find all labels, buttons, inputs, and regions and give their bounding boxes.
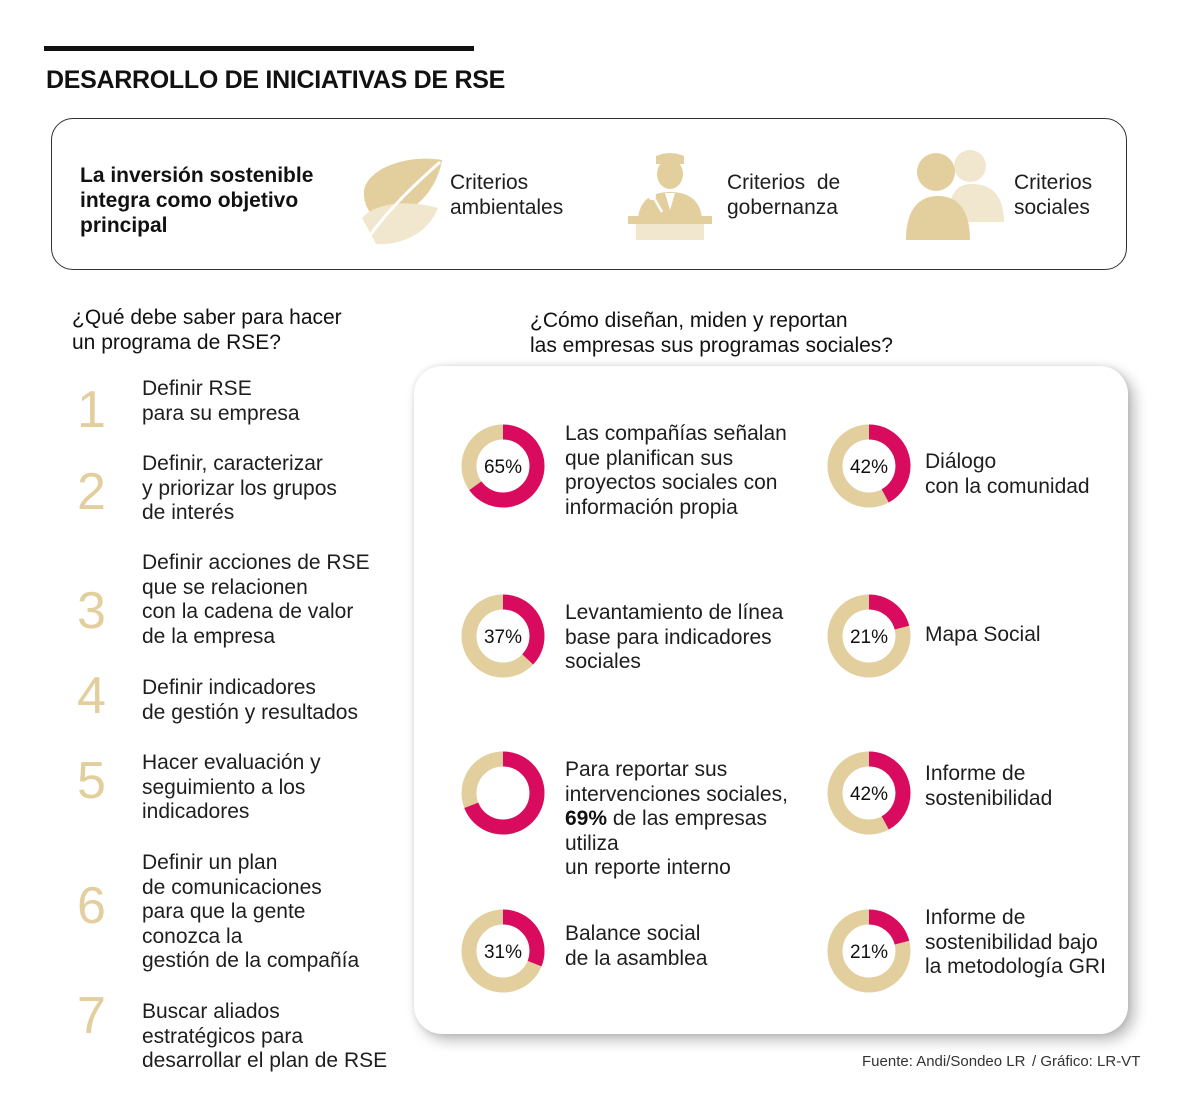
stat-description-line: Levantamiento de línea bbox=[565, 601, 784, 624]
step-text bbox=[142, 452, 402, 526]
donut-value-label: 37% bbox=[483, 627, 523, 648]
stat-description-line: Balance social bbox=[565, 922, 701, 945]
stat-description-line: sociales bbox=[565, 650, 641, 673]
step-number: 4 bbox=[77, 667, 106, 725]
criteria-governance-label: Criterios de gobernanza bbox=[727, 171, 841, 219]
stat-description bbox=[925, 623, 1185, 648]
credit-note: / Gráfico: LR-VT bbox=[1032, 1053, 1141, 1070]
step-text-line: que se relacionen bbox=[142, 575, 308, 599]
step-text-line: para que la gente bbox=[142, 900, 306, 923]
stats-heading: ¿Cómo diseñan, miden y reportan las empresas sus programas sociales? bbox=[530, 309, 893, 357]
stat-description bbox=[925, 450, 1185, 499]
stat-description-line: Diálogo bbox=[925, 450, 997, 473]
step-text-line: Definir RSE bbox=[142, 377, 252, 400]
donut-chart bbox=[824, 906, 914, 996]
donut-chart bbox=[824, 748, 914, 838]
step-text-line: Definir un plan bbox=[142, 851, 278, 874]
step-text bbox=[142, 551, 402, 649]
stat-description-line: un reporte interno bbox=[565, 856, 731, 879]
stat-description-line: Informe de bbox=[925, 762, 1026, 785]
donut-value-label: 42% bbox=[849, 457, 889, 478]
step-text-line: Buscar aliados bbox=[142, 1000, 280, 1023]
stat-description-line: sostenibilidad bbox=[925, 786, 1053, 810]
step-text-line: Definir acciones de RSE bbox=[142, 551, 370, 574]
step-text-line: de gestión y resultados bbox=[142, 700, 358, 724]
stat-description-line: 69% de las empresas utiliza bbox=[565, 807, 767, 855]
stat-description-line: información propia bbox=[565, 495, 738, 519]
criteria-environmental-label: Criterios ambientales bbox=[450, 171, 564, 219]
stat-description bbox=[565, 758, 825, 881]
people-icon bbox=[904, 148, 1008, 242]
donut-chart bbox=[458, 591, 548, 681]
stat-description-line: Las compañías señalan bbox=[565, 422, 787, 445]
stat-description-line: base para indicadores bbox=[565, 625, 772, 649]
donut-value-label: 31% bbox=[483, 942, 523, 963]
stat-description bbox=[565, 922, 825, 971]
source-note: Fuente: Andi/Sondeo LR bbox=[862, 1053, 1026, 1070]
step-text-line: con la cadena de valor bbox=[142, 600, 354, 623]
step-text-line: Hacer evaluación y bbox=[142, 751, 321, 774]
step-text bbox=[142, 851, 402, 974]
stat-description-line: proyectos sociales con bbox=[565, 471, 778, 494]
stat-description-line: la metodología GRI bbox=[925, 955, 1106, 978]
criteria-social-label: Criterios sociales bbox=[1014, 171, 1093, 219]
step-text-line: para su empresa bbox=[142, 401, 300, 425]
stat-description-line: sostenibilidad bajo bbox=[925, 930, 1098, 954]
step-text-line: estratégicos para bbox=[142, 1024, 304, 1048]
step-text bbox=[142, 676, 402, 725]
donut-value-label: 65% bbox=[483, 457, 523, 478]
donut-chart bbox=[824, 591, 914, 681]
stat-description bbox=[565, 601, 825, 675]
donut-value-label: 21% bbox=[849, 942, 889, 963]
stat-description bbox=[925, 906, 1185, 980]
stat-bold-value: 69% bbox=[565, 807, 608, 830]
stat-description-line: de la asamblea bbox=[565, 946, 708, 970]
step-text-line: de interés bbox=[142, 501, 235, 524]
stat-description-line: Para reportar sus bbox=[565, 758, 728, 781]
step-text-line: de la empresa bbox=[142, 624, 276, 648]
stat-description-line: Informe de bbox=[925, 906, 1026, 929]
stat-description bbox=[925, 762, 1185, 811]
donut-chart bbox=[458, 906, 548, 996]
step-text bbox=[142, 751, 402, 825]
step-text-line: Definir indicadores bbox=[142, 676, 316, 699]
step-number: 5 bbox=[77, 752, 106, 810]
donut-value-label: 21% bbox=[849, 627, 889, 648]
stat-description-line: intervenciones sociales, bbox=[565, 782, 788, 806]
step-text bbox=[142, 377, 402, 426]
step-text-line: seguimiento a los bbox=[142, 775, 306, 799]
step-number: 2 bbox=[77, 463, 106, 521]
step-text-line: gestión de la compañía bbox=[142, 949, 360, 972]
step-text-line: Definir, caracterizar bbox=[142, 452, 323, 475]
donut-chart bbox=[458, 748, 548, 838]
steps-heading: ¿Qué debe saber para hacer un programa de RSE? bbox=[72, 306, 342, 354]
step-text-line: desarrollar el plan de RSE bbox=[142, 1049, 388, 1072]
stat-description-line: Mapa Social bbox=[925, 623, 1041, 646]
step-text-line: de comunicaciones bbox=[142, 875, 322, 899]
step-number: 3 bbox=[77, 582, 106, 640]
step-text-line: conozca la bbox=[142, 924, 243, 948]
stat-description-line: que planifican sus bbox=[565, 446, 734, 470]
step-text bbox=[142, 1000, 402, 1074]
leaf-icon bbox=[358, 150, 446, 248]
step-text-line: indicadores bbox=[142, 800, 250, 823]
stat-description bbox=[565, 422, 825, 520]
donut-chart bbox=[458, 421, 548, 511]
speaker-podium-icon bbox=[622, 150, 718, 242]
top-rule bbox=[44, 46, 474, 51]
step-text-line: y priorizar los grupos bbox=[142, 476, 337, 500]
stat-description-line: con la comunidad bbox=[925, 474, 1090, 498]
intro-text: La inversión sostenible integra como objetivo principal bbox=[80, 164, 314, 237]
step-number: 1 bbox=[77, 381, 106, 439]
donut-value-label: 42% bbox=[849, 784, 889, 805]
step-number: 6 bbox=[77, 877, 106, 935]
step-number: 7 bbox=[77, 987, 106, 1045]
donut-chart bbox=[824, 421, 914, 511]
page-title: DESARROLLO DE INICIATIVAS DE RSE bbox=[46, 66, 505, 94]
